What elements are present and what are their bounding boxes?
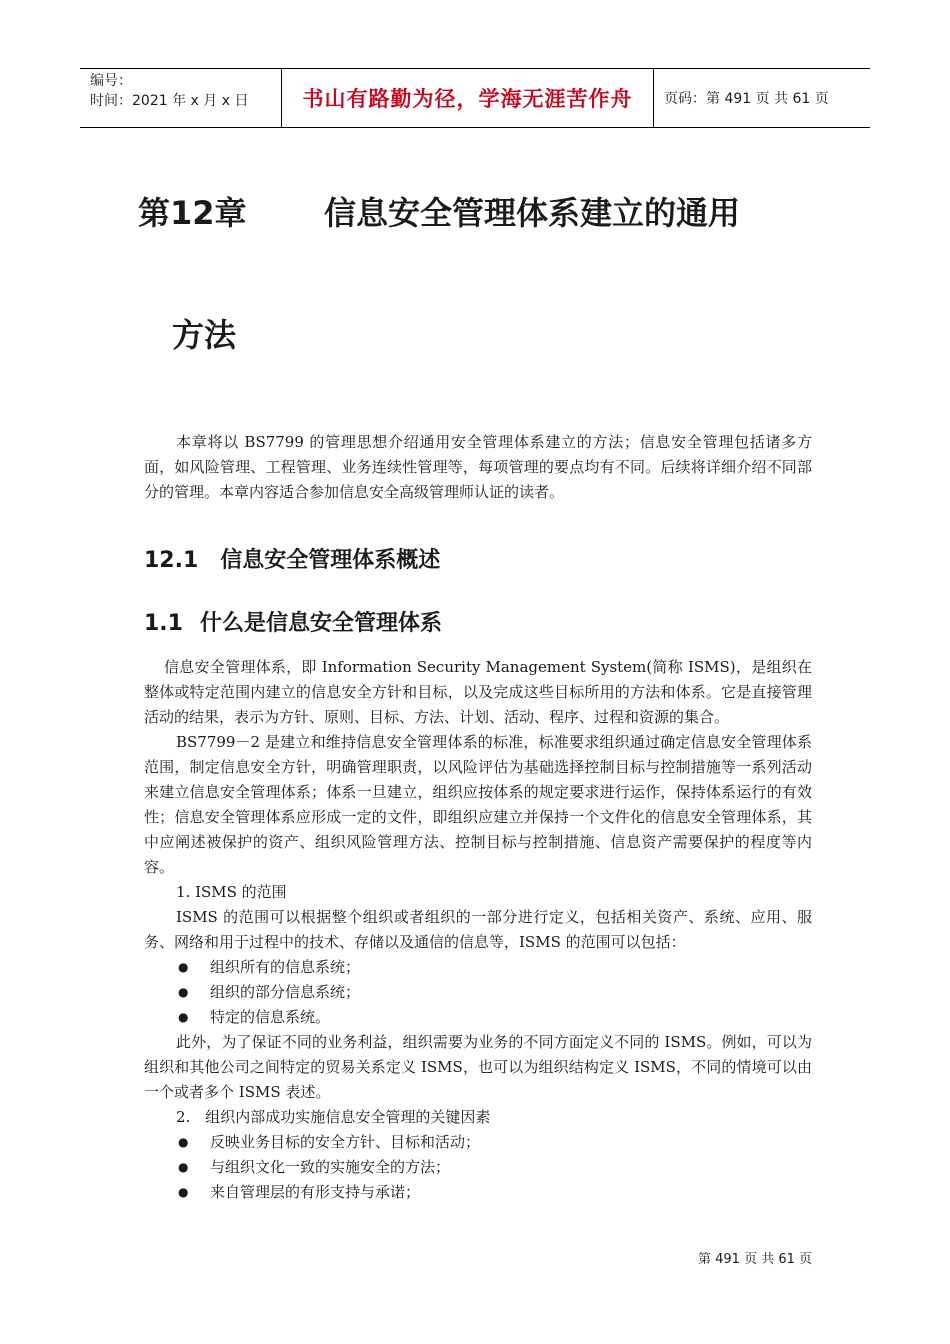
chapter-title: [138, 188, 740, 234]
header-motto: 书山有路勤为径，学海无涯苦作舟: [282, 69, 654, 127]
section-heading-1-1: [144, 606, 812, 637]
list-item: ● 组织所有的信息系统；: [144, 955, 812, 980]
bullet-icon: ●: [178, 1185, 189, 1199]
bullet-icon: ●: [178, 1135, 189, 1149]
list-item: ● 反映业务目标的安全方针、目标和活动；: [144, 1130, 812, 1155]
section-heading-12-1: 12.1 信息安全管理体系概述: [144, 548, 441, 573]
section-title: 什么是信息安全管理体系: [200, 611, 443, 636]
number-label: 编号：: [90, 73, 132, 89]
section-number: 1.1: [144, 611, 183, 636]
list-item: ● 来自管理层的有形支持与承诺；: [144, 1180, 812, 1205]
paragraph-bs7799: BS7799－2 是建立和维持信息安全管理体系的标准，标准要求组织通过确定信息安全管理体系范围，制定信息安全方针，明确管理职责，以风险评估为基础选择控制目标与控制措施等一系列活动来建立信息安全管理体系；体系一旦建立，组织应按体系的规定要求进行运作，保持体系运行的有效性；信息安全管理体系应形成一定的文件，即组织应建立并保持一个文件化的信息安全管理体系，其中应阐述被保护的资产、组织风险管理方法、控制目标与控制措施、信息资产需要保护的程度等内容。: [144, 733, 812, 876]
intro-paragraph: 本章将以 BS7799 的管理思想介绍通用安全管理体系建立的方法；信息安全管理包括诸多方面，如风险管理、工程管理、业务连续性管理等，每项管理的要点均有不同。后续将详细介绍不同部分的管理。本章内容适合参加信息安全高级管理师认证的读者。: [144, 433, 812, 501]
main-content: [144, 430, 812, 1205]
bullet-icon: ●: [178, 985, 189, 999]
chapter-title-line2: 方法: [172, 316, 237, 354]
chapter-number: 第12章: [138, 194, 247, 232]
paragraph-multiple-isms: 此外，为了保证不同的业务利益，组织需要为业务的不同方面定义不同的 ISMS。例如，可以为组织和其他公司之间特定的贸易关系定义 ISMS，也可以为组织结构定义 ISMS，不同的情境可以由一个或者多个 ISMS 表述。: [144, 1033, 812, 1101]
subheading-key-factors: 2. 组织内部成功实施信息安全管理的关键因素: [176, 1108, 491, 1126]
header-meta: [80, 69, 282, 127]
bullet-icon: ●: [178, 1160, 189, 1174]
page-header: [80, 68, 870, 128]
paragraph-isms-scope: ISMS 的范围可以根据整个组织或者组织的一部分进行定义，包括相关资产、系统、应用、服务、网络和用于过程中的技术、存储以及通信的信息等，ISMS 的范围可以包括：: [144, 908, 812, 951]
list-item: ● 与组织文化一致的实施安全的方法；: [144, 1155, 812, 1180]
paragraph-isms-definition: 信息安全管理体系，即 Information Security Management System(简称 ISMS)，是组织在整体或特定范围内建立的信息安全方针和目标，以及完成这些目标所用的方法和体系。它是直接管理活动的结果，表示为方针、原则、目标、方法、计划、活动、程序、过程和资源的集合。: [144, 658, 812, 726]
bullet-icon: ●: [178, 1010, 189, 1024]
page-footer: 第 491 页 共 61 页: [698, 1252, 813, 1267]
header-page-label: 页码：第 491 页 共 61 页: [664, 91, 829, 107]
time-label: 时间：2021 年 x 月 x 日: [90, 93, 249, 109]
list-item: ● 组织的部分信息系统；: [144, 980, 812, 1005]
subheading-isms-scope: 1. ISMS 的范围: [176, 883, 287, 901]
bullet-icon: ●: [178, 960, 189, 974]
list-item: ● 特定的信息系统。: [144, 1005, 812, 1030]
chapter-title-line1: 信息安全管理体系建立的通用: [324, 194, 741, 232]
